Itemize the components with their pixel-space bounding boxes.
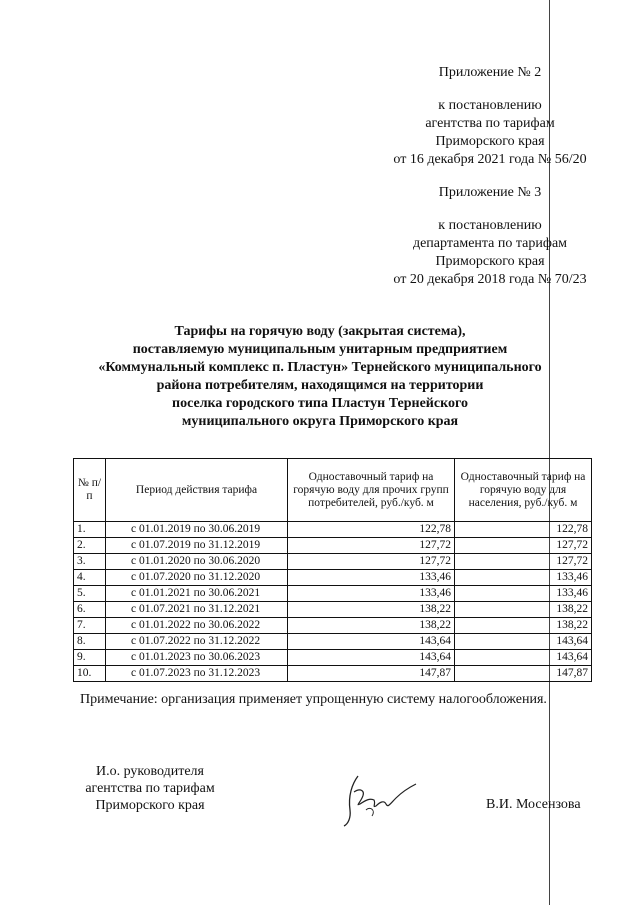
header-tariff-population: Одноставочный тариф на горячую воду для населения, руб./куб. м (455, 459, 592, 522)
row-tariff-other-cell: 122,78 (288, 522, 455, 538)
row-tariff-population-cell: 138,22 (455, 618, 592, 634)
row-tariff-other-cell: 127,72 (288, 554, 455, 570)
header-period: Период действия тарифа (106, 459, 288, 522)
row-tariff-population-cell: 127,72 (455, 538, 592, 554)
appendix-2-line: от 16 декабря 2021 года № 56/20 (393, 152, 587, 167)
row-num-cell: 1. (74, 522, 106, 538)
appendix-3-line: департамента по тарифам (412, 236, 568, 251)
table-row (74, 602, 592, 618)
appendix-3-line: Приморского края (435, 254, 545, 269)
appendix-2-block (380, 64, 600, 169)
title-line: района потребителям, находящимся на территории (156, 378, 484, 393)
header-num: № п/п (74, 459, 106, 522)
row-num-cell: 7. (74, 618, 106, 634)
appendix-3-line: к постановлению (438, 218, 542, 233)
row-tariff-other-cell: 133,46 (288, 586, 455, 602)
row-num-cell: 5. (74, 586, 106, 602)
row-tariff-population-cell: 127,72 (455, 554, 592, 570)
table-header-row (74, 459, 592, 522)
row-tariff-population-cell: 122,78 (455, 522, 592, 538)
signatory-name: В.И. Мосензова (486, 797, 581, 812)
title-line: Тарифы на горячую воду (закрытая система), (174, 324, 466, 339)
appendix-3-title: Приложение № 3 (438, 185, 542, 200)
row-tariff-population-cell: 133,46 (455, 586, 592, 602)
row-num-cell: 2. (74, 538, 106, 554)
table-row (74, 666, 592, 682)
row-period-cell: с 01.07.2019 по 31.12.2019 (106, 538, 288, 554)
row-tariff-other-cell: 127,72 (288, 538, 455, 554)
table-row (74, 538, 592, 554)
position-line: Приморского края (95, 798, 205, 813)
row-tariff-other-cell: 147,87 (288, 666, 455, 682)
row-tariff-other-cell: 143,64 (288, 634, 455, 650)
tax-note: Примечание: организация применяет упрощенную систему налогообложения. (80, 692, 547, 707)
row-num-cell: 9. (74, 650, 106, 666)
row-tariff-population-cell: 143,64 (455, 634, 592, 650)
row-tariff-population-cell: 147,87 (455, 666, 592, 682)
table-row (74, 570, 592, 586)
appendix-3-block (380, 184, 600, 289)
row-period-cell: с 01.07.2021 по 31.12.2021 (106, 602, 288, 618)
table-row (74, 522, 592, 538)
table-row (74, 618, 592, 634)
title-line: поселка городского типа Пластун Тернейского (172, 396, 468, 411)
table-row (74, 554, 592, 570)
table-row (74, 634, 592, 650)
appendix-2-line: Приморского края (435, 134, 545, 149)
row-tariff-other-cell: 138,22 (288, 602, 455, 618)
table-row (74, 586, 592, 602)
row-num-cell: 10. (74, 666, 106, 682)
tariff-table (73, 458, 592, 682)
row-period-cell: с 01.01.2020 по 30.06.2020 (106, 554, 288, 570)
row-period-cell: с 01.07.2020 по 31.12.2020 (106, 570, 288, 586)
row-tariff-other-cell: 143,64 (288, 650, 455, 666)
row-num-cell: 4. (74, 570, 106, 586)
row-tariff-population-cell: 133,46 (455, 570, 592, 586)
row-tariff-population-cell: 143,64 (455, 650, 592, 666)
header-tariff-other: Одноставочный тариф на горячую воду для прочих групп потребителей, руб./куб. м (288, 459, 455, 522)
appendix-2-line: к постановлению (438, 98, 542, 113)
title-line: муниципального округа Приморского края (181, 414, 459, 429)
document-title (60, 323, 580, 431)
position-line: агентства по тарифам (85, 781, 215, 796)
appendix-2-title: Приложение № 2 (438, 65, 542, 80)
appendix-3-line: от 20 декабря 2018 года № 70/23 (393, 272, 587, 287)
row-period-cell: с 01.01.2022 по 30.06.2022 (106, 618, 288, 634)
row-period-cell: с 01.07.2022 по 31.12.2022 (106, 634, 288, 650)
position-line: И.о. руководителя (95, 764, 204, 779)
row-num-cell: 6. (74, 602, 106, 618)
row-period-cell: с 01.01.2019 по 30.06.2019 (106, 522, 288, 538)
row-num-cell: 8. (74, 634, 106, 650)
title-line: «Коммунальный комплекс п. Пластун» Тернейского муниципального (98, 360, 542, 375)
row-tariff-other-cell: 133,46 (288, 570, 455, 586)
row-num-cell: 3. (74, 554, 106, 570)
row-tariff-other-cell: 138,22 (288, 618, 455, 634)
appendix-2-line: агентства по тарифам (425, 116, 555, 131)
row-period-cell: с 01.07.2023 по 31.12.2023 (106, 666, 288, 682)
handwritten-signature (330, 770, 420, 830)
row-tariff-population-cell: 138,22 (455, 602, 592, 618)
row-period-cell: с 01.01.2023 по 30.06.2023 (106, 650, 288, 666)
signatory-position (80, 763, 220, 814)
table-row (74, 650, 592, 666)
row-period-cell: с 01.01.2021 по 30.06.2021 (106, 586, 288, 602)
title-line: поставляемую муниципальным унитарным предприятием (132, 342, 508, 357)
